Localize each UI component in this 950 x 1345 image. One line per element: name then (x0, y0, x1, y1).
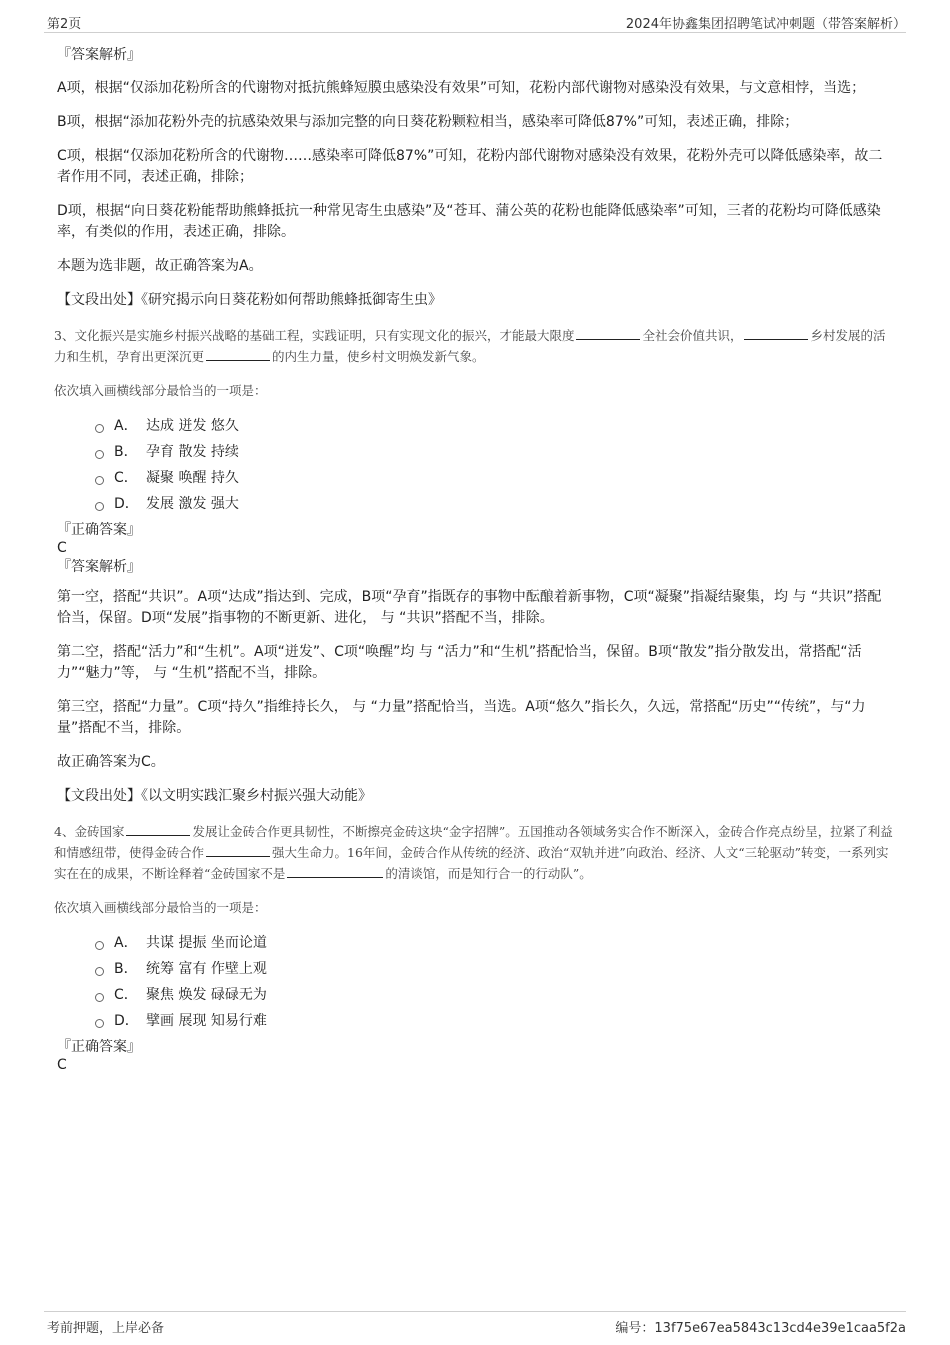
fill-blank (206, 844, 270, 857)
fill-blank (744, 327, 808, 340)
option-letter: B． (114, 444, 138, 460)
source-citation: 【文段出处】《以文明实践汇聚乡村振兴强大动能》 (57, 788, 372, 804)
radio-icon[interactable] (95, 450, 104, 459)
fill-blank (206, 348, 270, 361)
analysis-paragraph: 第一空，搭配“共识”。A项“达成”指达到、完成，B项“孕育”指既存的事物中酝酿着新事物，C项“凝聚”指凝结聚集，均 与 “共识”搭配恰当，保留。D项“发展”指事物的不断更新、进化， 与 “共识”搭配不当，排除。 (57, 589, 882, 626)
option-b[interactable] (95, 439, 893, 465)
option-d[interactable] (95, 491, 893, 517)
document-title: 2024年协鑫集团招聘笔试冲刺题（带答案解析） (625, 17, 906, 32)
document-id: 编号：13f75e67ea5843c13cd4e39e1caa5f2a (615, 1321, 906, 1336)
question-instruction: 依次填入画横线部分最恰当的一项是： (54, 900, 267, 915)
correct-answer-label: 『正确答案』 (57, 1039, 141, 1055)
analysis-conclusion: 本题为选非题，故正确答案为A。 (57, 258, 263, 274)
correct-answer: C (57, 540, 67, 556)
analysis-paragraph: B项，根据“添加花粉外壳的抗感染效果与添加完整的向日葵花粉颗粒相当，感染率可降低87%”可知，表述正确，排除； (57, 114, 799, 130)
option-letter: A． (114, 418, 138, 434)
correct-answer: C (57, 1057, 67, 1073)
option-d[interactable] (95, 1008, 893, 1034)
options-list (95, 413, 893, 517)
question-text: 全社会价值共识， (642, 328, 743, 343)
fill-blank (126, 823, 190, 836)
option-c[interactable] (95, 982, 893, 1008)
question-text: 4、金砖国家 (54, 824, 125, 839)
option-text: 达成 迸发 悠久 (146, 418, 239, 434)
analysis-paragraph: D项，根据“向日葵花粉能帮助熊蜂抵抗一种常见寄生虫感染”及“苍耳、蒲公英的花粉也能降低感染率”可知，三者的花粉均可降低感染率，有类似的作用，表述正确，排除。 (57, 203, 881, 240)
option-b[interactable] (95, 956, 893, 982)
fill-blank (576, 327, 640, 340)
analysis-label: 『答案解析』 (57, 47, 141, 63)
option-letter: C． (114, 470, 138, 486)
radio-icon[interactable] (95, 1019, 104, 1028)
fill-blank (287, 865, 383, 878)
question-text: 乡村发展的活力和生机，孕育出更深沉更 (54, 328, 886, 364)
analysis-paragraph: 第三空，搭配“力量”。C项“持久”指维持长久， 与 “力量”搭配恰当，当选。A项“悠久”指长久，久远，常搭配“历史”“传统”，与“力量”搭配不当，排除。 (57, 699, 866, 736)
page-content (54, 46, 893, 1074)
option-letter: C． (114, 987, 138, 1003)
options-list (95, 930, 893, 1034)
analysis-label: 『答案解析』 (57, 559, 141, 575)
page-footer (44, 1311, 906, 1336)
question-text: 强大生命力。16年间，金砖合作从传统的经济、政治“双轨并进”向政治、经济、人文“三轮驱动”转变，一系列实实在在的成果，不断诠释着“金砖国家不是 (54, 845, 889, 881)
option-text: 发展 激发 强大 (146, 496, 239, 512)
option-letter: A． (114, 935, 138, 951)
option-c[interactable] (95, 465, 893, 491)
option-a[interactable] (95, 930, 893, 956)
radio-icon[interactable] (95, 476, 104, 485)
option-text: 共谋 提振 坐而论道 (146, 935, 267, 951)
option-a[interactable] (95, 413, 893, 439)
footer-slogan: 考前押题，上岸必备 (47, 1321, 165, 1336)
option-text: 孕育 散发 持续 (146, 444, 239, 460)
question-text: 的清谈馆，而是知行合一的行动队”。 (385, 866, 592, 881)
question-text: 的内生力量，使乡村文明焕发新气象。 (272, 349, 485, 364)
analysis-conclusion: 故正确答案为C。 (57, 754, 165, 770)
question-4-stem (54, 821, 893, 884)
option-text: 擘画 展现 知易行难 (146, 1013, 267, 1029)
question-instruction: 依次填入画横线部分最恰当的一项是： (54, 383, 267, 398)
radio-icon[interactable] (95, 424, 104, 433)
radio-icon[interactable] (95, 502, 104, 511)
question-text: 3、文化振兴是实施乡村振兴战略的基础工程，实践证明，只有实现文化的振兴，才能最大限度 (54, 328, 575, 343)
correct-answer-label: 『正确答案』 (57, 522, 141, 538)
option-text: 凝聚 唤醒 持久 (146, 470, 239, 486)
option-text: 聚焦 焕发 碌碌无为 (146, 987, 267, 1003)
question-3-stem (54, 325, 893, 367)
analysis-paragraph: C项，根据“仅添加花粉所含的代谢物……感染率可降低87%”可知，花粉内部代谢物对感染没有效果，花粉外壳可以降低感染率，故二者作用不同，表述正确，排除； (57, 148, 883, 185)
option-letter: D． (114, 1013, 139, 1029)
analysis-paragraph: A项，根据“仅添加花粉所含的代谢物对抵抗熊蜂短膜虫感染没有效果”可知，花粉内部代谢物对感染没有效果，与文意相悖，当选； (57, 80, 866, 96)
radio-icon[interactable] (95, 993, 104, 1002)
radio-icon[interactable] (95, 967, 104, 976)
analysis-paragraph: 第二空，搭配“活力”和“生机”。A项“迸发”、C项“唤醒”均 与 “活力”和“生机”搭配恰当，保留。B项“散发”指分散发出，常搭配“活力”“魅力”等， 与 “生机”搭配不当，排除。 (57, 644, 862, 681)
page-number: 第2页 (47, 17, 82, 32)
page-header (44, 10, 906, 33)
source-citation: 【文段出处】《研究揭示向日葵花粉如何帮助熊蜂抵御寄生虫》 (57, 292, 442, 308)
option-text: 统筹 富有 作壁上观 (146, 961, 267, 977)
question-text: 发展让金砖合作更具韧性，不断擦亮金砖这块“金字招牌”。五国推动各领域务实合作不断深入，金砖合作亮点纷呈，拉紧了利益和情感纽带，使得金砖合作 (54, 824, 893, 860)
option-letter: B． (114, 961, 138, 977)
option-letter: D． (114, 496, 139, 512)
radio-icon[interactable] (95, 941, 104, 950)
